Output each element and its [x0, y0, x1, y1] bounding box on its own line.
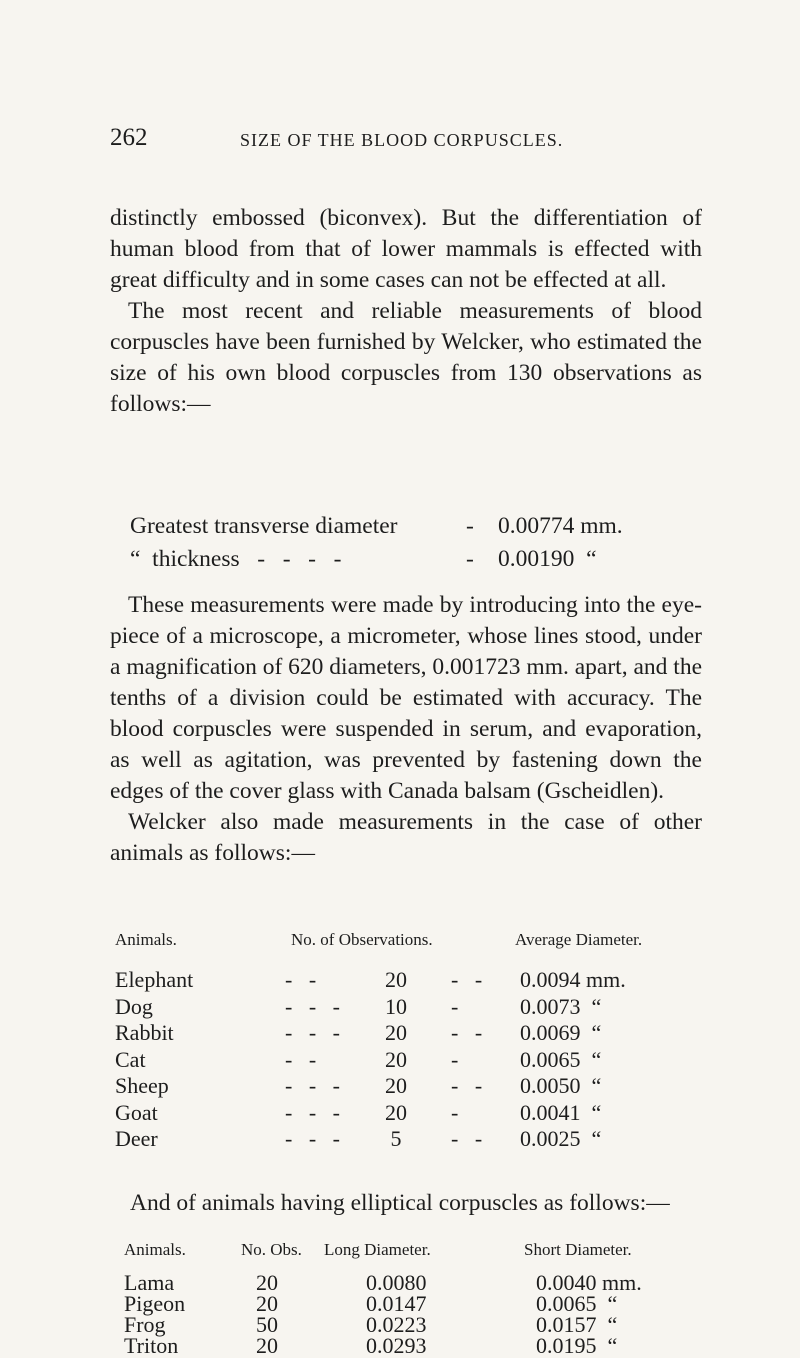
animal-name: Dog: [115, 993, 153, 1019]
observation-count: 20: [256, 1270, 278, 1295]
leader-dashes: -: [451, 993, 459, 1019]
average-diameter: 0.0094 mm.: [520, 967, 626, 992]
paragraph-1: distinctly embossed (biconvex). But the differentiation of human blood from that of lower mammals is effected with great difficulty and in some cases can not be effected at all.: [110, 205, 702, 293]
observation-count: 20: [256, 1333, 278, 1358]
column-header-obs: No. Obs.: [241, 1240, 302, 1259]
average-diameter: 0.0065 “: [520, 1046, 602, 1072]
animal-name: Goat: [115, 1099, 158, 1125]
average-diameter: 0.0041 “: [520, 1099, 602, 1125]
table-row: [124, 1314, 724, 1335]
leader-dashes: - -: [451, 1073, 483, 1098]
short-diameter: 0.0195 “: [536, 1333, 618, 1358]
welcker-measurements: [130, 510, 690, 576]
body-text-top: [110, 203, 702, 420]
page-number: 262: [110, 124, 148, 151]
animal-name: Triton: [124, 1333, 179, 1358]
leader-dashes: - - -: [285, 1020, 340, 1045]
average-diameter: 0.0050 “: [520, 1073, 602, 1098]
short-diameter: 0.0065 “: [536, 1291, 618, 1316]
table-row: [124, 1335, 724, 1356]
animal-name: Lama: [124, 1270, 175, 1295]
leader-dashes: - -: [451, 1126, 483, 1151]
long-diameter: 0.0080: [366, 1270, 427, 1295]
animal-name: Deer: [115, 1126, 158, 1151]
body-text-middle: [110, 590, 702, 869]
column-header-short-diameter: Short Diameter.: [524, 1240, 632, 1259]
short-diameter: 0.0040 mm.: [536, 1270, 642, 1295]
leader-dashes: - - -: [285, 1099, 340, 1125]
average-diameter: 0.0069 “: [520, 1020, 602, 1045]
average-diameter: 0.0025 “: [520, 1126, 602, 1151]
leader-dashes: -: [451, 1046, 459, 1072]
animal-name: Rabbit: [115, 1020, 174, 1045]
table-row: [115, 1099, 715, 1126]
body-text-bottom: [130, 1188, 710, 1219]
table-header: [115, 930, 715, 958]
long-diameter: 0.0223: [366, 1312, 427, 1337]
average-diameter: 0.0073 “: [520, 993, 602, 1019]
measurement-row: [130, 510, 690, 543]
short-diameter: 0.0157 “: [536, 1312, 618, 1337]
table-elliptical-corpuscles: [124, 1240, 724, 1356]
paragraph-2: The most recent and reliable measurements of blood corpuscles have been furnished by Welcker, who estimated the size of his own blood corpuscles from 130 observations as follows:—: [110, 298, 702, 417]
leader-dashes: - -: [285, 967, 317, 992]
table-row: [115, 1072, 715, 1099]
leader-dashes: - -: [451, 1020, 483, 1045]
observation-count: 20: [256, 1291, 278, 1316]
leader-dashes: - - -: [285, 1126, 340, 1151]
animal-name: Pigeon: [124, 1291, 186, 1316]
leader-dash: -: [466, 546, 474, 572]
paragraph-5: And of animals having elliptical corpuscles as follows:—: [130, 1190, 670, 1216]
column-header-observations: No. of Observations.: [291, 930, 433, 949]
running-head: SIZE OF THE BLOOD CORPUSCLES.: [240, 130, 564, 150]
paragraph-3: These measurements were made by introducing into the eye-piece of a microscope, a micrometer, whose lines stood, under a magnification of 620 diameters, 0.001723 mm. apart, and the tenths of a division could be estimated with accuracy. The blood corpuscles were suspended in serum, and evaporation, as well as agitation, was prevented by fastening down the edges of the cover glass with Canada balsam (Gscheidlen).: [110, 592, 702, 804]
leader-dashes: -: [451, 1099, 459, 1125]
observation-count: 20: [385, 1099, 407, 1125]
observation-count: 20: [385, 1073, 407, 1098]
column-header-animals: Animals.: [124, 1240, 186, 1259]
table-row: [124, 1272, 724, 1293]
observation-count: 5: [390, 1126, 402, 1151]
table-row: [115, 1046, 715, 1073]
column-header-average-diameter: Average Diameter.: [515, 930, 643, 949]
table-row: [124, 1293, 724, 1314]
leader-dashes: - - -: [285, 993, 340, 1019]
leader-dashes: - -: [451, 967, 483, 992]
observation-count: 50: [256, 1312, 278, 1337]
observation-count: 20: [385, 1046, 407, 1072]
table-average-diameter: [115, 930, 715, 1152]
animal-name: Frog: [124, 1312, 166, 1337]
paragraph-4: Welcker also made measurements in the case of other animals as follows:—: [110, 809, 702, 866]
measurement-value: 0.00774 mm.: [498, 513, 623, 539]
animal-name: Sheep: [115, 1073, 169, 1098]
table-row: [115, 1019, 715, 1046]
observation-count: 20: [385, 967, 407, 992]
animal-name: Cat: [115, 1046, 146, 1072]
table-row: [115, 1125, 715, 1152]
measurement-label: Greatest transverse diameter: [130, 513, 398, 539]
column-header-animals: Animals.: [115, 930, 177, 949]
page-header: [110, 124, 700, 154]
observation-count: 10: [385, 993, 407, 1019]
leader-dashes: - - -: [285, 1073, 340, 1098]
measurement-value: 0.00190 “: [498, 546, 597, 572]
table-row: [115, 993, 715, 1020]
long-diameter: 0.0293: [366, 1333, 427, 1358]
table-row: [115, 966, 715, 993]
observation-count: 20: [385, 1020, 407, 1045]
long-diameter: 0.0147: [366, 1291, 427, 1316]
table-header: [124, 1240, 724, 1268]
column-header-long-diameter: Long Diameter.: [324, 1240, 431, 1259]
measurement-label: “ thickness - - - -: [130, 546, 342, 572]
measurement-row: [130, 543, 690, 576]
leader-dash: -: [466, 513, 474, 539]
leader-dashes: - -: [285, 1046, 317, 1072]
animal-name: Elephant: [115, 967, 194, 992]
